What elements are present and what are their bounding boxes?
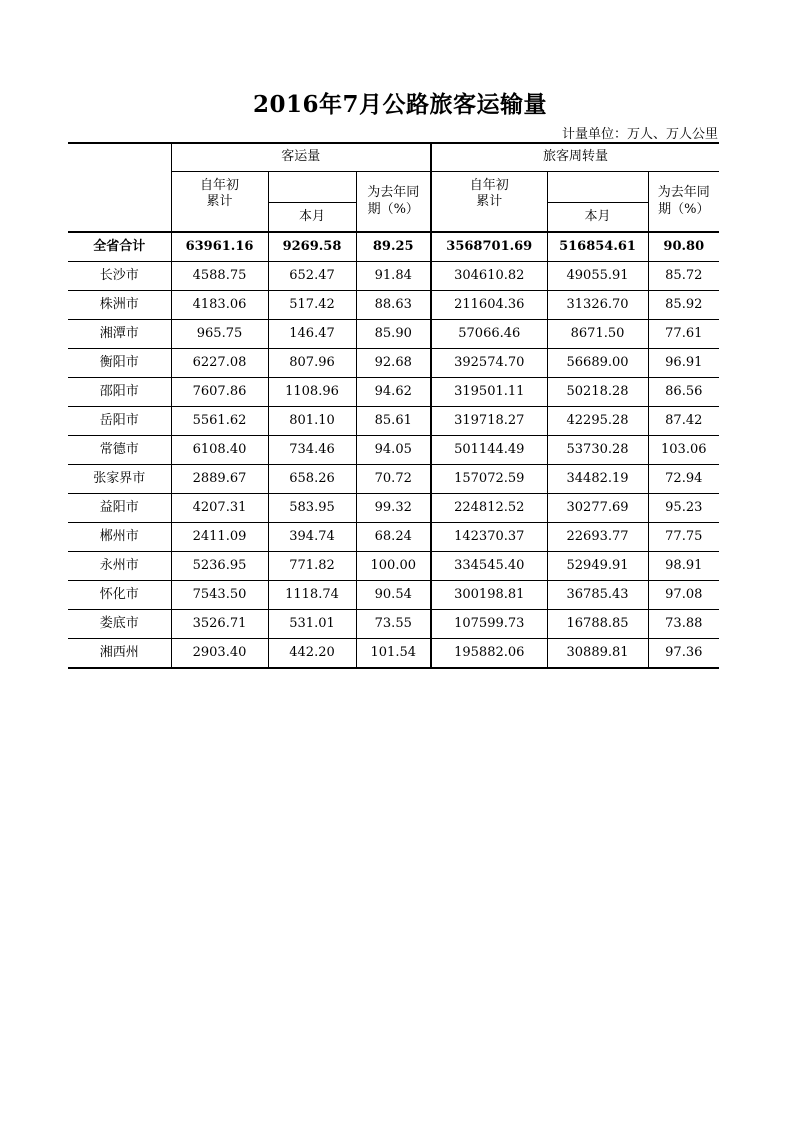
cell-turnover-month: 36785.43 (547, 581, 648, 610)
cell-turnover-yoy: 72.94 (648, 465, 719, 494)
table-row (68, 378, 719, 407)
cell-turnover-month: 16788.85 (547, 610, 648, 639)
cell-turnover-yoy: 77.61 (648, 320, 719, 349)
cell-passenger-cumulative: 4183.06 (171, 291, 268, 320)
cell-turnover-cumulative: 501144.49 (431, 436, 547, 465)
cell-turnover-cumulative: 57066.46 (431, 320, 547, 349)
cell-passenger-cumulative: 5236.95 (171, 552, 268, 581)
transport-table (68, 142, 719, 669)
total-p-month: 9269.58 (268, 232, 356, 262)
table-row (68, 494, 719, 523)
header-p-blank (268, 172, 356, 203)
header-t-yoy (648, 172, 719, 233)
header-t-blank (547, 172, 648, 203)
cell-turnover-yoy: 85.72 (648, 262, 719, 291)
header-p-yoy (356, 172, 431, 233)
cell-turnover-cumulative: 319501.11 (431, 378, 547, 407)
cell-turnover-yoy: 95.23 (648, 494, 719, 523)
cell-passenger-cumulative: 7543.50 (171, 581, 268, 610)
cell-passenger-cumulative: 965.75 (171, 320, 268, 349)
cell-turnover-yoy: 73.88 (648, 610, 719, 639)
total-t-month: 516854.61 (547, 232, 648, 262)
cell-turnover-month: 8671.50 (547, 320, 648, 349)
cell-passenger-cumulative: 5561.62 (171, 407, 268, 436)
header-p-cumulative-line2: 累计 (206, 194, 233, 210)
cell-region: 湘西州 (68, 639, 171, 669)
cell-region: 长沙市 (68, 262, 171, 291)
table-row (68, 349, 719, 378)
header-group-turnover: 旅客周转量 (431, 143, 719, 172)
total-p-yoy: 89.25 (356, 232, 431, 262)
cell-turnover-month: 42295.28 (547, 407, 648, 436)
header-group-passenger: 客运量 (171, 143, 431, 172)
cell-turnover-month: 49055.91 (547, 262, 648, 291)
header-t-cumulative-line2: 累计 (476, 194, 503, 210)
cell-turnover-cumulative: 300198.81 (431, 581, 547, 610)
cell-passenger-month: 734.46 (268, 436, 356, 465)
cell-passenger-yoy: 70.72 (356, 465, 431, 494)
cell-passenger-month: 442.20 (268, 639, 356, 669)
cell-turnover-yoy: 97.36 (648, 639, 719, 669)
cell-region: 湘潭市 (68, 320, 171, 349)
cell-passenger-yoy: 100.00 (356, 552, 431, 581)
unit-note: 计量单位：万人、万人公里 (561, 127, 718, 142)
cell-passenger-month: 652.47 (268, 262, 356, 291)
table-row (68, 262, 719, 291)
table-row (68, 552, 719, 581)
header-p-yoy-line2: 期（%） (367, 201, 419, 217)
total-p-cum: 63961.16 (171, 232, 268, 262)
header-p-month: 本月 (268, 203, 356, 233)
cell-region: 怀化市 (68, 581, 171, 610)
cell-passenger-cumulative: 4207.31 (171, 494, 268, 523)
cell-turnover-cumulative: 224812.52 (431, 494, 547, 523)
total-t-yoy: 90.80 (648, 232, 719, 262)
cell-turnover-cumulative: 211604.36 (431, 291, 547, 320)
cell-passenger-month: 517.42 (268, 291, 356, 320)
cell-turnover-yoy: 96.91 (648, 349, 719, 378)
cell-turnover-cumulative: 392574.70 (431, 349, 547, 378)
cell-turnover-cumulative: 157072.59 (431, 465, 547, 494)
cell-passenger-month: 146.47 (268, 320, 356, 349)
cell-turnover-month: 22693.77 (547, 523, 648, 552)
cell-turnover-month: 52949.91 (547, 552, 648, 581)
cell-passenger-cumulative: 2889.67 (171, 465, 268, 494)
header-p-cumulative-line1: 自年初 (199, 178, 239, 193)
table-row (68, 465, 719, 494)
cell-region: 娄底市 (68, 610, 171, 639)
header-t-cumulative (431, 172, 547, 233)
total-region: 全省合计 (68, 232, 171, 262)
header-p-yoy-line1: 为去年同 (367, 185, 420, 201)
cell-region: 衡阳市 (68, 349, 171, 378)
cell-turnover-month: 31326.70 (547, 291, 648, 320)
cell-passenger-month: 807.96 (268, 349, 356, 378)
table-row (68, 436, 719, 465)
table-row (68, 291, 719, 320)
cell-turnover-yoy: 85.92 (648, 291, 719, 320)
cell-passenger-yoy: 85.61 (356, 407, 431, 436)
cell-passenger-month: 531.01 (268, 610, 356, 639)
table-row (68, 610, 719, 639)
cell-turnover-cumulative: 195882.06 (431, 639, 547, 669)
cell-passenger-cumulative: 2903.40 (171, 639, 268, 669)
cell-passenger-yoy: 68.24 (356, 523, 431, 552)
header-region-blank (68, 143, 171, 232)
cell-passenger-cumulative: 2411.09 (171, 523, 268, 552)
cell-region: 益阳市 (68, 494, 171, 523)
cell-turnover-month: 30277.69 (547, 494, 648, 523)
cell-turnover-month: 34482.19 (547, 465, 648, 494)
cell-passenger-yoy: 85.90 (356, 320, 431, 349)
table-row (68, 523, 719, 552)
cell-passenger-cumulative: 6227.08 (171, 349, 268, 378)
cell-turnover-cumulative: 319718.27 (431, 407, 547, 436)
cell-turnover-month: 53730.28 (547, 436, 648, 465)
cell-turnover-month: 30889.81 (547, 639, 648, 669)
cell-passenger-yoy: 73.55 (356, 610, 431, 639)
cell-turnover-cumulative: 334545.40 (431, 552, 547, 581)
cell-passenger-cumulative: 4588.75 (171, 262, 268, 291)
cell-region: 永州市 (68, 552, 171, 581)
cell-turnover-yoy: 98.91 (648, 552, 719, 581)
cell-region: 郴州市 (68, 523, 171, 552)
cell-passenger-cumulative: 6108.40 (171, 436, 268, 465)
header-p-cumulative (171, 172, 268, 233)
cell-turnover-cumulative: 142370.37 (431, 523, 547, 552)
cell-turnover-yoy: 87.42 (648, 407, 719, 436)
cell-region: 张家界市 (68, 465, 171, 494)
cell-passenger-month: 658.26 (268, 465, 356, 494)
cell-region: 岳阳市 (68, 407, 171, 436)
cell-passenger-month: 583.95 (268, 494, 356, 523)
cell-passenger-yoy: 94.05 (356, 436, 431, 465)
header-t-month: 本月 (547, 203, 648, 233)
cell-region: 株洲市 (68, 291, 171, 320)
cell-passenger-yoy: 101.54 (356, 639, 431, 669)
cell-passenger-month: 1108.96 (268, 378, 356, 407)
cell-passenger-yoy: 91.84 (356, 262, 431, 291)
table-row (68, 581, 719, 610)
header-t-cumulative-line1: 自年初 (469, 178, 509, 193)
cell-turnover-cumulative: 304610.82 (431, 262, 547, 291)
cell-passenger-month: 394.74 (268, 523, 356, 552)
header-row-groups (68, 143, 719, 172)
cell-passenger-yoy: 88.63 (356, 291, 431, 320)
cell-passenger-cumulative: 3526.71 (171, 610, 268, 639)
cell-turnover-month: 56689.00 (547, 349, 648, 378)
page-title: 2016年7月公路旅客运输量 (252, 91, 548, 118)
cell-passenger-month: 1118.74 (268, 581, 356, 610)
cell-turnover-month: 50218.28 (547, 378, 648, 407)
table-row (68, 407, 719, 436)
cell-passenger-yoy: 99.32 (356, 494, 431, 523)
cell-region: 常德市 (68, 436, 171, 465)
cell-turnover-yoy: 97.08 (648, 581, 719, 610)
cell-region: 邵阳市 (68, 378, 171, 407)
cell-passenger-month: 771.82 (268, 552, 356, 581)
header-t-yoy-line2: 期（%） (658, 201, 710, 217)
cell-passenger-cumulative: 7607.86 (171, 378, 268, 407)
header-t-yoy-line1: 为去年同 (657, 185, 710, 201)
cell-turnover-yoy: 86.56 (648, 378, 719, 407)
cell-turnover-cumulative: 107599.73 (431, 610, 547, 639)
cell-passenger-yoy: 94.62 (356, 378, 431, 407)
table-row (68, 320, 719, 349)
cell-passenger-yoy: 90.54 (356, 581, 431, 610)
cell-turnover-yoy: 77.75 (648, 523, 719, 552)
cell-passenger-yoy: 92.68 (356, 349, 431, 378)
cell-turnover-yoy: 103.06 (648, 436, 719, 465)
table-row (68, 639, 719, 669)
cell-passenger-month: 801.10 (268, 407, 356, 436)
total-row (68, 232, 719, 262)
total-t-cum: 3568701.69 (431, 232, 547, 262)
